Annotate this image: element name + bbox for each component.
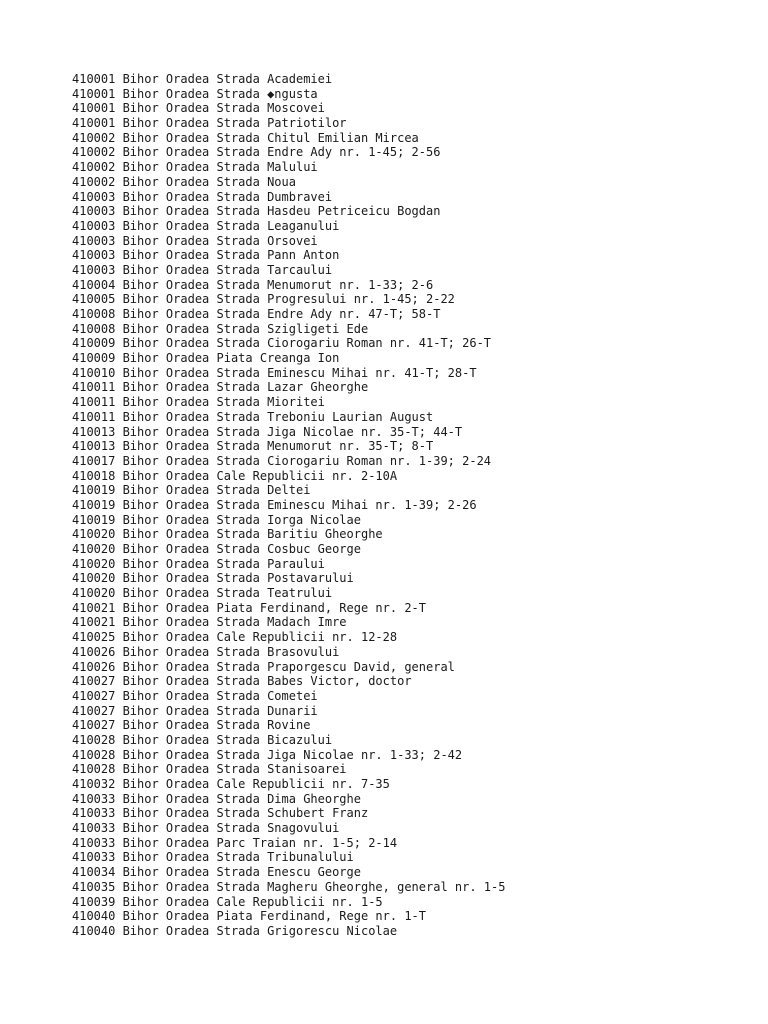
address-line: 410002 Bihor Oradea Strada Chitul Emilian Mircea bbox=[72, 130, 419, 145]
address-line: 410033 Bihor Oradea Strada Schubert Franz bbox=[72, 806, 369, 821]
address-line: 410003 Bihor Oradea Strada Hasdeu Petriceicu Bogdan bbox=[72, 204, 441, 219]
address-line: 410027 Bihor Oradea Strada Cometei bbox=[72, 688, 318, 703]
address-line: 410021 Bihor Oradea Strada Madach Imre bbox=[72, 615, 347, 630]
address-line: 410002 Bihor Oradea Strada Endre Ady nr. 1-45; 2-56 bbox=[72, 145, 441, 160]
address-line: 410003 Bihor Oradea Strada Pann Anton bbox=[72, 248, 340, 263]
address-line: 410019 Bihor Oradea Strada Eminescu Mihai nr. 1-39; 2-26 bbox=[72, 497, 477, 512]
address-line: 410009 Bihor Oradea Strada Ciorogariu Roman nr. 41-T; 26-T bbox=[72, 336, 492, 351]
address-line: 410020 Bihor Oradea Strada Cosbuc George bbox=[72, 542, 361, 556]
address-line: 410011 Bihor Oradea Strada Lazar Gheorghe bbox=[72, 380, 369, 395]
address-line: 410018 Bihor Oradea Cale Republicii nr. 2-10A bbox=[72, 468, 398, 483]
address-line: 410027 Bihor Oradea Strada Babes Victor, doctor bbox=[72, 674, 412, 689]
address-line: 410021 Bihor Oradea Piata Ferdinand, Rege nr. 2-T bbox=[72, 600, 427, 615]
address-line: 410020 Bihor Oradea Strada Baritiu Gheorghe bbox=[72, 527, 383, 542]
address-line: 410039 Bihor Oradea Cale Republicii nr. 1-5 bbox=[72, 894, 383, 909]
address-line: 410001 Bihor Oradea Strada ◆ngusta bbox=[72, 86, 318, 101]
address-line: 410004 Bihor Oradea Strada Menumorut nr. 1-33; 2-6 bbox=[72, 277, 434, 292]
address-line: 410027 Bihor Oradea Strada Dunarii bbox=[72, 703, 318, 718]
address-line: 410026 Bihor Oradea Strada Praporgescu David, general bbox=[72, 659, 455, 674]
address-line: 410001 Bihor Oradea Strada Academiei bbox=[72, 72, 333, 86]
address-line: 410034 Bihor Oradea Strada Enescu George bbox=[72, 865, 361, 880]
address-line: 410032 Bihor Oradea Cale Republicii nr. 7-35 bbox=[72, 777, 390, 791]
address-line: 410013 Bihor Oradea Strada Jiga Nicolae nr. 35-T; 44-T bbox=[72, 424, 463, 439]
address-line: 410040 Bihor Oradea Strada Grigorescu Nicolae bbox=[72, 923, 398, 938]
address-line: 410003 Bihor Oradea Strada Orsovei bbox=[72, 233, 318, 248]
address-line: 410025 Bihor Oradea Cale Republicii nr. 12-28 bbox=[72, 630, 398, 645]
address-line: 410020 Bihor Oradea Strada Teatrului bbox=[72, 586, 333, 601]
address-line: 410003 Bihor Oradea Strada Leaganului bbox=[72, 218, 340, 233]
address-line: 410001 Bihor Oradea Strada Patriotilor bbox=[72, 116, 347, 131]
address-line: 410020 Bihor Oradea Strada Postavarului bbox=[72, 571, 354, 586]
address-line: 410033 Bihor Oradea Parc Traian nr. 1-5; 2-14 bbox=[72, 835, 398, 850]
address-line: 410027 Bihor Oradea Strada Rovine bbox=[72, 718, 311, 733]
address-line: 410019 Bihor Oradea Strada Deltei bbox=[72, 483, 311, 498]
address-line: 410013 Bihor Oradea Strada Menumorut nr. 35-T; 8-T bbox=[72, 439, 434, 454]
address-line: 410033 Bihor Oradea Strada Tribunalului bbox=[72, 850, 354, 865]
address-line: 410033 Bihor Oradea Strada Snagovului bbox=[72, 821, 340, 836]
address-line: 410003 Bihor Oradea Strada Dumbravei bbox=[72, 189, 333, 204]
address-line: 410001 Bihor Oradea Strada Moscovei bbox=[72, 101, 325, 116]
address-line: 410028 Bihor Oradea Strada Stanisoarei bbox=[72, 762, 347, 777]
postal-code-listing bbox=[72, 72, 505, 939]
address-line: 410035 Bihor Oradea Strada Magheru Gheorghe, general nr. 1-5 bbox=[72, 879, 506, 894]
address-line: 410008 Bihor Oradea Strada Szigligeti Ede bbox=[72, 321, 369, 336]
address-line: 410005 Bihor Oradea Strada Progresului nr. 1-45; 2-22 bbox=[72, 292, 455, 307]
address-line: 410011 Bihor Oradea Strada Mioritei bbox=[72, 395, 325, 410]
address-line: 410028 Bihor Oradea Strada Jiga Nicolae nr. 1-33; 2-42 bbox=[72, 747, 463, 762]
address-line: 410033 Bihor Oradea Strada Dima Gheorghe bbox=[72, 791, 361, 806]
address-line: 410011 Bihor Oradea Strada Treboniu Laurian August bbox=[72, 409, 434, 424]
address-line: 410009 Bihor Oradea Piata Creanga Ion bbox=[72, 351, 340, 366]
address-line: 410028 Bihor Oradea Strada Bicazului bbox=[72, 732, 333, 747]
address-line: 410008 Bihor Oradea Strada Endre Ady nr. 47-T; 58-T bbox=[72, 307, 441, 321]
address-line: 410002 Bihor Oradea Strada Noua bbox=[72, 174, 296, 189]
address-line: 410002 Bihor Oradea Strada Malului bbox=[72, 160, 318, 175]
address-line: 410017 Bihor Oradea Strada Ciorogariu Roman nr. 1-39; 2-24 bbox=[72, 453, 492, 468]
address-line: 410019 Bihor Oradea Strada Iorga Nicolae bbox=[72, 512, 361, 527]
address-line: 410020 Bihor Oradea Strada Paraului bbox=[72, 556, 325, 571]
address-line: 410003 Bihor Oradea Strada Tarcaului bbox=[72, 262, 333, 277]
address-line: 410040 Bihor Oradea Piata Ferdinand, Rege nr. 1-T bbox=[72, 909, 427, 924]
address-line: 410010 Bihor Oradea Strada Eminescu Mihai nr. 41-T; 28-T bbox=[72, 365, 477, 380]
address-line: 410026 Bihor Oradea Strada Brasovului bbox=[72, 644, 340, 659]
